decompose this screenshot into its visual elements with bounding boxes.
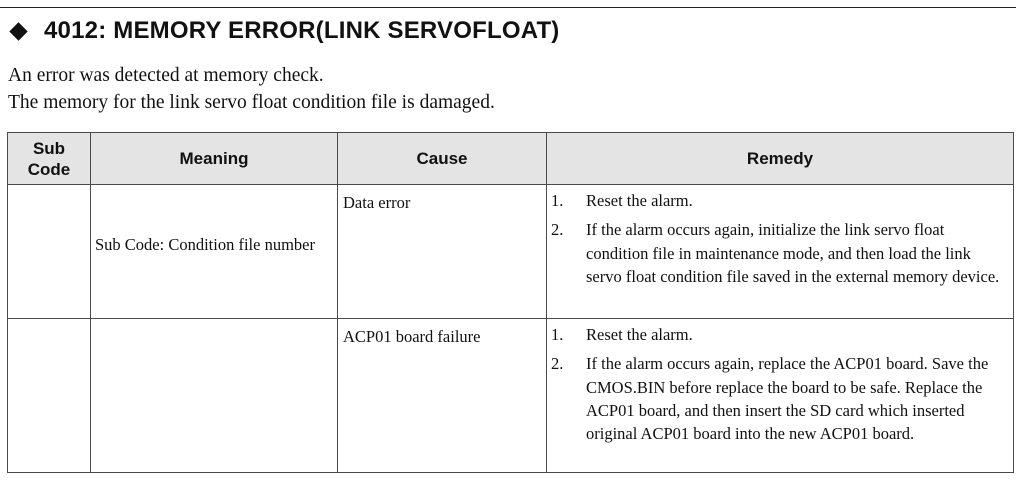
- step-text: If the alarm occurs again, initialize the link servo float condition file in maintenance mode, and then load the link servo float condition file saved in the external memory device.: [586, 220, 1000, 286]
- header-sub-code: Sub Code: [8, 133, 91, 185]
- remedy-step: [551, 352, 1005, 445]
- step-number: 1.: [551, 325, 564, 344]
- alarm-table: [7, 132, 1014, 473]
- step-number: 1.: [551, 191, 564, 210]
- step-text: If the alarm occurs again, replace the ACP01 board. Save the CMOS.BIN before replace the board to be safe. Replace the ACP01 board, and then insert the SD card which inserted original ACP01 board into the new ACP01 board.: [586, 354, 989, 444]
- table-header-row: [8, 133, 1014, 185]
- table-row: [8, 319, 1014, 473]
- header-cause: Cause: [338, 133, 547, 185]
- intro-line: An error was detected at memory check.: [8, 65, 324, 86]
- meaning-cell: [91, 319, 338, 473]
- step-text: Reset the alarm.: [586, 191, 693, 210]
- section-title: 4012: MEMORY ERROR(LINK SERVOFLOAT): [44, 17, 560, 44]
- header-meaning: Meaning: [91, 133, 338, 185]
- remedy-steps: [547, 319, 1013, 445]
- remedy-steps: [547, 185, 1013, 288]
- table-row: [8, 185, 1014, 319]
- sub-code-cell: [8, 185, 91, 319]
- diamond-bullet-icon: [9, 22, 27, 40]
- meaning-text: Sub Code: Condition file number: [95, 235, 315, 254]
- intro-line: The memory for the link servo float condition file is damaged.: [8, 92, 495, 113]
- step-text: Reset the alarm.: [586, 325, 693, 344]
- remedy-cell: [547, 319, 1014, 473]
- header-remedy: Remedy: [547, 133, 1014, 185]
- cause-cell: [338, 185, 547, 319]
- remedy-step: [551, 323, 1005, 346]
- step-number: 2.: [551, 354, 564, 374]
- remedy-step: [551, 218, 1005, 288]
- remedy-cell: [547, 185, 1014, 319]
- meaning-cell: [91, 185, 338, 319]
- section-heading: [8, 14, 560, 48]
- heading-rule: [0, 7, 1016, 8]
- cause-text: ACP01 board failure: [343, 327, 481, 346]
- sub-code-cell: [8, 319, 91, 473]
- intro-text: [8, 62, 495, 116]
- remedy-step: [551, 189, 1005, 212]
- cause-text: Data error: [343, 193, 411, 212]
- cause-cell: [338, 319, 547, 473]
- step-number: 2.: [551, 220, 564, 240]
